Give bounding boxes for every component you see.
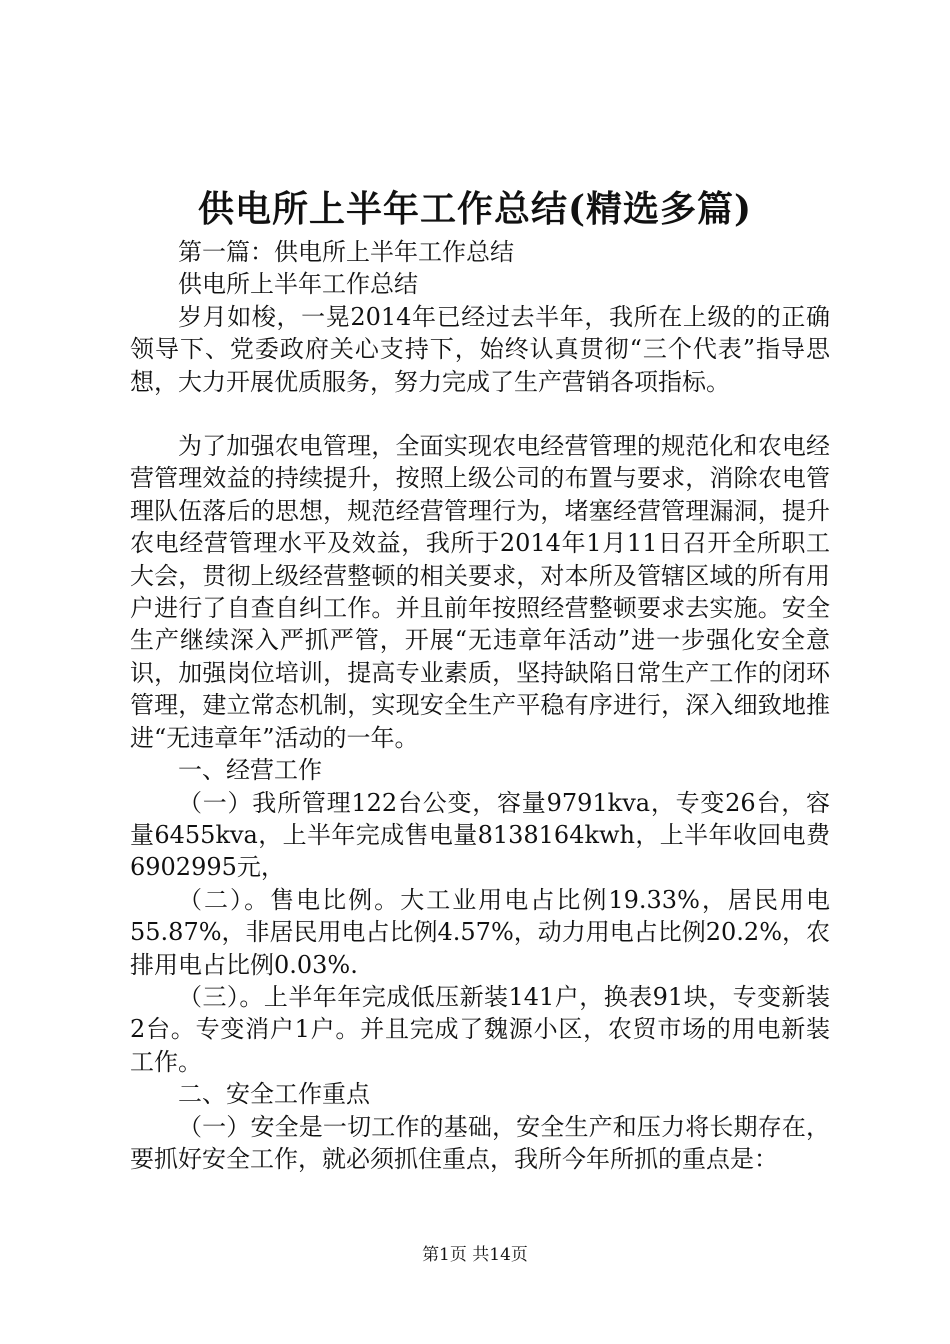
- section-heading: 二、安全工作重点: [178, 1080, 370, 1109]
- subtitle: 供电所上半年工作总结: [178, 270, 418, 299]
- paragraph: （二）。售电比例。大工业用电占比例19.33%，居民用电55.87%，非居民用电占比例4.57%，动力用电占比例20.2%，农排用电占比例0.03%.: [130, 885, 830, 979]
- paragraph: （一）安全是一切工作的基础，安全生产和压力将长期存在，要抓好安全工作，就必须抓住重点，我所今年所抓的重点是：: [130, 1112, 830, 1173]
- paragraph: 岁月如梭，一晃2014年已经过去半年，我所在上级的的正确领导下、党委政府关心支持下，始终认真贯彻“三个代表”指导思想，大力开展优质服务，努力完成了生产营销各项指标。: [130, 302, 830, 396]
- document-body: [130, 236, 830, 1175]
- section-heading: 一、经营工作: [178, 756, 322, 785]
- document-title: 供电所上半年工作总结(精选多篇): [197, 188, 753, 230]
- paragraph: （一）我所管理122台公变，容量9791kva，专变26台，容量6455kva，上半年完成售电量8138164kwh，上半年收回电费6902995元，: [130, 788, 830, 882]
- paragraph: 为了加强农电管理，全面实现农电经营管理的规范化和农电经营管理效益的持续提升，按照上级公司的布置与要求，消除农电管理队伍落后的思想，规范经营管理行为，堵塞经营管理漏洞，提升农电经营管理水平及效益，我所于2014年1月11日召开全所职工大会，贯彻上级经营整顿的相关要求，对本所及管辖区域的所有用户进行了自查自纠工作。并且前年按照经营整顿要求去实施。安全生产继续深入严抓严管，开展“无违章年活动”进一步强化安全意识，加强岗位培训，提高专业素质，坚持缺陷日常生产工作的闭环管理，建立常态机制，实现安全生产平稳有序进行，深入细致地推进“无违章年”活动的一年。: [130, 432, 830, 752]
- page-number-footer: 第1页 共14页: [422, 1245, 528, 1265]
- paragraph: （三）。上半年年完成低压新装141户，换表91块，专变新装2台。专变消户1户。并且完成了魏源小区，农贸市场的用电新装工作。: [130, 982, 830, 1076]
- section-heading: 第一篇：供电所上半年工作总结: [178, 238, 514, 266]
